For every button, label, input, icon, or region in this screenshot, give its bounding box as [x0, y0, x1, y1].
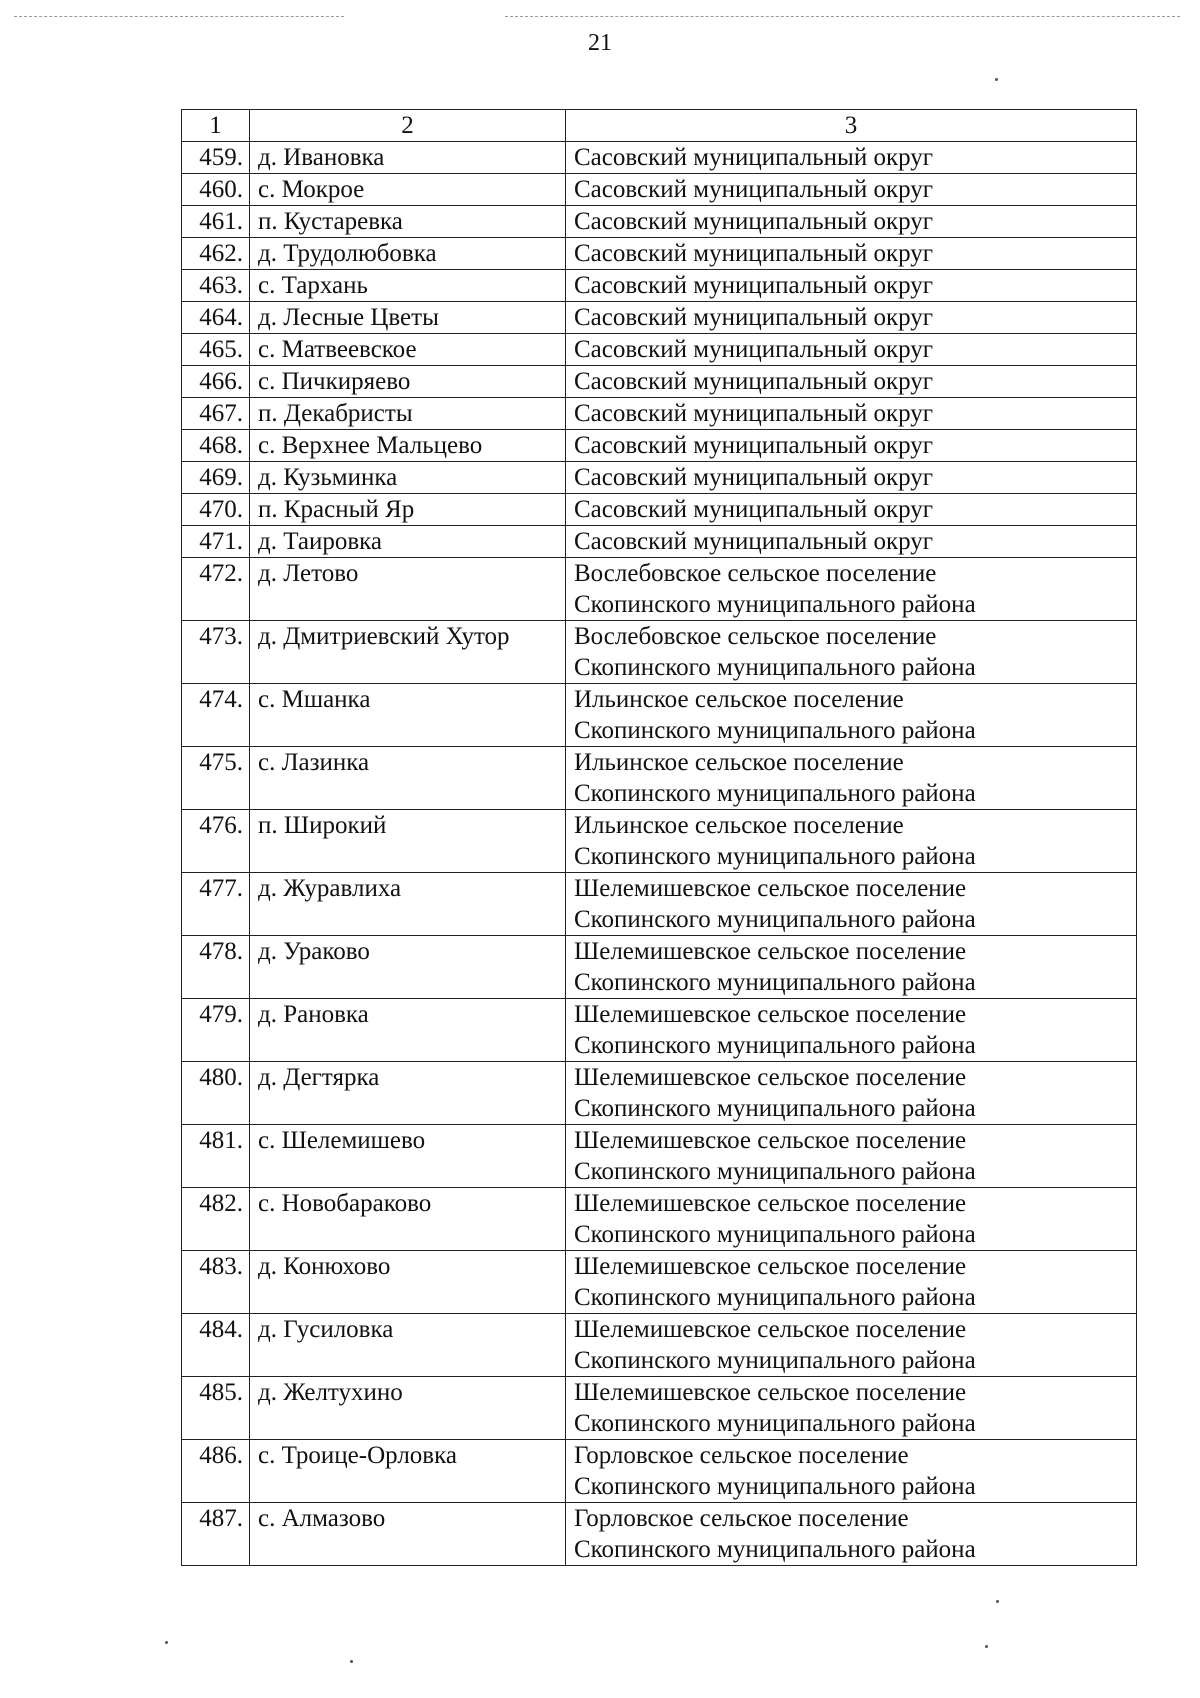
row-number: 487.	[182, 1503, 250, 1566]
table-row	[182, 398, 1137, 430]
settlement-name: с. Шелемишево	[250, 1125, 566, 1188]
municipality-line: Скопинского муниципального района	[574, 654, 976, 681]
table-row	[182, 999, 1137, 1062]
header-col-2: 2	[250, 110, 566, 142]
table-row	[182, 238, 1137, 270]
settlement-name: с. Тархань	[250, 270, 566, 302]
table-row	[182, 270, 1137, 302]
table-row	[182, 302, 1137, 334]
settlement-name: с. Мокрое	[250, 174, 566, 206]
row-number: 477.	[182, 873, 250, 936]
municipality-line: Скопинского муниципального района	[574, 1221, 976, 1248]
municipality-line: Шелемишевское сельское поселение	[574, 1064, 967, 1091]
settlement-name: д. Таировка	[250, 526, 566, 558]
table-row	[182, 206, 1137, 238]
municipality-line: Скопинского муниципального района	[574, 906, 976, 933]
municipality-line: Горловское сельское поселение	[574, 1442, 909, 1469]
municipality-line: Шелемишевское сельское поселение	[574, 1253, 967, 1280]
municipality-line: Ильинское сельское поселение	[574, 749, 904, 776]
table-row	[182, 684, 1137, 747]
settlement-table	[181, 109, 1137, 1566]
table-row	[182, 174, 1137, 206]
municipality-line: Скопинского муниципального района	[574, 843, 976, 870]
row-number: 486.	[182, 1440, 250, 1503]
table-row	[182, 936, 1137, 999]
municipality-cell	[566, 1440, 1137, 1503]
municipality-line: Вослебовское сельское поселение	[574, 623, 937, 650]
municipality-line: Шелемишевское сельское поселение	[574, 875, 967, 902]
settlement-name: д. Желтухино	[250, 1377, 566, 1440]
municipality-line: Сасовский муниципальный округ	[574, 496, 934, 523]
settlement-name: д. Ивановка	[250, 142, 566, 174]
municipality-line: Скопинского муниципального района	[574, 717, 976, 744]
scan-dot	[350, 1660, 353, 1663]
row-number: 484.	[182, 1314, 250, 1377]
table-row	[182, 1440, 1137, 1503]
municipality-line: Сасовский муниципальный округ	[574, 432, 934, 459]
settlement-name: д. Трудолюбовка	[250, 238, 566, 270]
settlement-name: д. Конюхово	[250, 1251, 566, 1314]
municipality-line: Скопинского муниципального района	[574, 969, 976, 996]
municipality-cell	[566, 142, 1137, 174]
table-row	[182, 1503, 1137, 1566]
table-row	[182, 334, 1137, 366]
settlement-name: с. Алмазово	[250, 1503, 566, 1566]
row-number: 468.	[182, 430, 250, 462]
settlement-name: д. Лесные Цветы	[250, 302, 566, 334]
municipality-line: Сасовский муниципальный округ	[574, 464, 934, 491]
municipality-cell	[566, 526, 1137, 558]
municipality-cell	[566, 270, 1137, 302]
scan-artifact-line-left	[14, 16, 344, 17]
row-number: 465.	[182, 334, 250, 366]
table-row	[182, 142, 1137, 174]
municipality-cell	[566, 302, 1137, 334]
municipality-line: Сасовский муниципальный округ	[574, 528, 934, 555]
table-row	[182, 873, 1137, 936]
header-col-1: 1	[182, 110, 250, 142]
municipality-cell	[566, 206, 1137, 238]
municipality-cell	[566, 936, 1137, 999]
header-col-3: 3	[566, 110, 1137, 142]
settlement-name: с. Троице-Орловка	[250, 1440, 566, 1503]
settlement-name: п. Декабристы	[250, 398, 566, 430]
municipality-line: Сасовский муниципальный округ	[574, 240, 934, 267]
municipality-cell	[566, 334, 1137, 366]
municipality-cell	[566, 1062, 1137, 1125]
row-number: 460.	[182, 174, 250, 206]
row-number: 472.	[182, 558, 250, 621]
row-number: 474.	[182, 684, 250, 747]
scan-dot	[165, 1641, 168, 1644]
row-number: 471.	[182, 526, 250, 558]
municipality-line: Скопинского муниципального района	[574, 1410, 976, 1437]
row-number: 459.	[182, 142, 250, 174]
municipality-cell	[566, 462, 1137, 494]
municipality-line: Скопинского муниципального района	[574, 1158, 976, 1185]
municipality-cell	[566, 873, 1137, 936]
page-number: 21	[588, 30, 612, 56]
table-row	[182, 621, 1137, 684]
municipality-line: Сасовский муниципальный округ	[574, 208, 934, 235]
municipality-line: Сасовский муниципальный округ	[574, 176, 934, 203]
row-number: 480.	[182, 1062, 250, 1125]
municipality-line: Шелемишевское сельское поселение	[574, 1127, 967, 1154]
municipality-line: Шелемишевское сельское поселение	[574, 1190, 967, 1217]
settlement-name: с. Новобараково	[250, 1188, 566, 1251]
row-number: 467.	[182, 398, 250, 430]
municipality-cell	[566, 1314, 1137, 1377]
scan-artifact-line-right	[505, 16, 1180, 17]
table-row	[182, 747, 1137, 810]
municipality-line: Скопинского муниципального района	[574, 591, 976, 618]
municipality-cell	[566, 494, 1137, 526]
municipality-cell	[566, 999, 1137, 1062]
settlement-name: д. Гусиловка	[250, 1314, 566, 1377]
settlement-name: д. Летово	[250, 558, 566, 621]
settlement-name: д. Дегтярка	[250, 1062, 566, 1125]
settlement-name: д. Кузьминка	[250, 462, 566, 494]
settlement-name: д. Рановка	[250, 999, 566, 1062]
table-row	[182, 366, 1137, 398]
table-row	[182, 462, 1137, 494]
municipality-cell	[566, 621, 1137, 684]
row-number: 463.	[182, 270, 250, 302]
table-row	[182, 494, 1137, 526]
municipality-cell	[566, 366, 1137, 398]
municipality-line: Шелемишевское сельское поселение	[574, 1316, 967, 1343]
row-number: 479.	[182, 999, 250, 1062]
municipality-cell	[566, 1377, 1137, 1440]
municipality-line: Шелемишевское сельское поселение	[574, 1001, 967, 1028]
table-row	[182, 1314, 1137, 1377]
settlement-name: с. Мшанка	[250, 684, 566, 747]
row-number: 482.	[182, 1188, 250, 1251]
municipality-cell	[566, 430, 1137, 462]
row-number: 462.	[182, 238, 250, 270]
scan-dot	[996, 1600, 999, 1603]
table-row	[182, 558, 1137, 621]
municipality-line: Вослебовское сельское поселение	[574, 560, 937, 587]
municipality-cell	[566, 684, 1137, 747]
settlement-name: п. Широкий	[250, 810, 566, 873]
settlement-name: п. Кустаревка	[250, 206, 566, 238]
settlement-name: д. Журавлиха	[250, 873, 566, 936]
table-body	[182, 110, 1137, 1566]
municipality-line: Ильинское сельское поселение	[574, 812, 904, 839]
municipality-line: Скопинского муниципального района	[574, 1536, 976, 1563]
municipality-cell	[566, 1188, 1137, 1251]
scan-dot	[985, 1645, 988, 1648]
municipality-line: Сасовский муниципальный округ	[574, 304, 934, 331]
row-number: 478.	[182, 936, 250, 999]
municipality-line: Сасовский муниципальный округ	[574, 272, 934, 299]
municipality-line: Скопинского муниципального района	[574, 1284, 976, 1311]
municipality-cell	[566, 1503, 1137, 1566]
municipality-line: Скопинского муниципального района	[574, 1473, 976, 1500]
row-number: 470.	[182, 494, 250, 526]
settlement-name: с. Матвеевское	[250, 334, 566, 366]
row-number: 473.	[182, 621, 250, 684]
table-row	[182, 1062, 1137, 1125]
municipality-cell	[566, 1251, 1137, 1314]
municipality-cell	[566, 238, 1137, 270]
municipality-cell	[566, 810, 1137, 873]
municipality-line: Шелемишевское сельское поселение	[574, 1379, 967, 1406]
municipality-line: Скопинского муниципального района	[574, 1032, 976, 1059]
row-number: 464.	[182, 302, 250, 334]
row-number: 481.	[182, 1125, 250, 1188]
row-number: 475.	[182, 747, 250, 810]
settlement-name: д. Дмитриевский Хутор	[250, 621, 566, 684]
municipality-line: Сасовский муниципальный округ	[574, 368, 934, 395]
row-number: 466.	[182, 366, 250, 398]
table-row	[182, 1377, 1137, 1440]
municipality-line: Ильинское сельское поселение	[574, 686, 904, 713]
settlement-name: п. Красный Яр	[250, 494, 566, 526]
municipality-line: Горловское сельское поселение	[574, 1505, 909, 1532]
municipality-cell	[566, 174, 1137, 206]
municipality-line: Скопинского муниципального района	[574, 1347, 976, 1374]
municipality-cell	[566, 558, 1137, 621]
table-header-row	[182, 110, 1137, 142]
municipality-line: Сасовский муниципальный округ	[574, 336, 934, 363]
municipality-cell	[566, 747, 1137, 810]
municipality-cell	[566, 1125, 1137, 1188]
table-row	[182, 1188, 1137, 1251]
row-number: 476.	[182, 810, 250, 873]
table-row	[182, 430, 1137, 462]
municipality-line: Сасовский муниципальный округ	[574, 400, 934, 427]
row-number: 461.	[182, 206, 250, 238]
municipality-line: Сасовский муниципальный округ	[574, 144, 934, 171]
settlement-name: с. Лазинка	[250, 747, 566, 810]
municipality-line: Скопинского муниципального района	[574, 1095, 976, 1122]
row-number: 483.	[182, 1251, 250, 1314]
table-row	[182, 526, 1137, 558]
municipality-cell	[566, 398, 1137, 430]
scan-dot	[995, 78, 998, 81]
row-number: 469.	[182, 462, 250, 494]
municipality-line: Шелемишевское сельское поселение	[574, 938, 967, 965]
row-number: 485.	[182, 1377, 250, 1440]
settlement-name: с. Пичкиряево	[250, 366, 566, 398]
table-row	[182, 810, 1137, 873]
table-row	[182, 1125, 1137, 1188]
municipality-line: Скопинского муниципального района	[574, 780, 976, 807]
table-row	[182, 1251, 1137, 1314]
settlement-name: д. Ураково	[250, 936, 566, 999]
settlement-name: с. Верхнее Мальцево	[250, 430, 566, 462]
